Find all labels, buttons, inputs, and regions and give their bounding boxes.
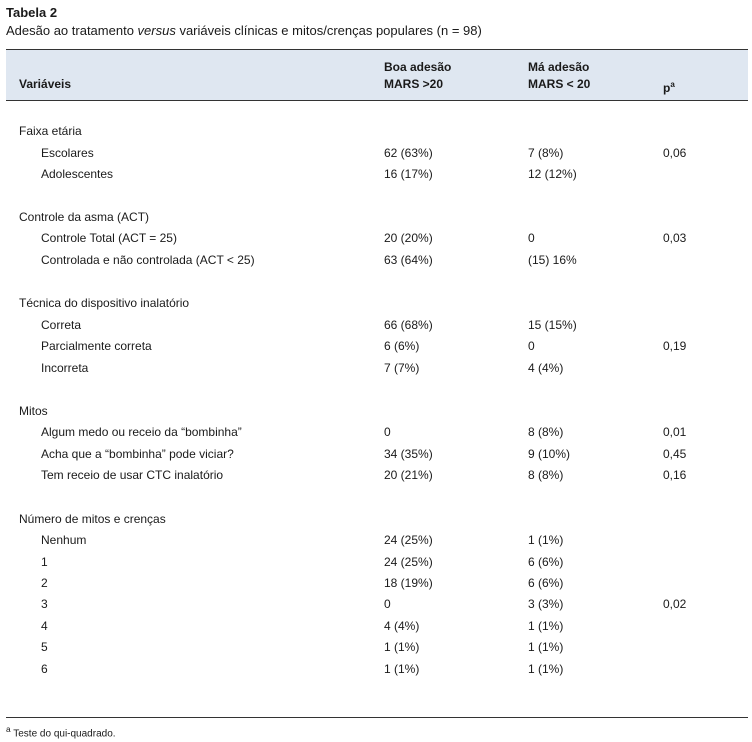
table-row bbox=[0, 165, 752, 183]
group-label: Número de mitos e crenças bbox=[19, 512, 166, 526]
table-row bbox=[0, 359, 752, 377]
cell-ma-adesao: 1 (1%) bbox=[528, 533, 564, 547]
cell-ma-adesao: 6 (6%) bbox=[528, 555, 564, 569]
table-row bbox=[0, 638, 752, 656]
cell-ma-adesao: 7 (8%) bbox=[528, 146, 564, 160]
group-row-numero-mitos bbox=[0, 510, 752, 528]
table-subtitle bbox=[6, 23, 482, 38]
table-row bbox=[0, 531, 752, 549]
header-boa-line2: MARS >20 bbox=[384, 77, 444, 91]
cell-ma-adesao: 1 (1%) bbox=[528, 640, 564, 654]
header-p-footnote-mark: a bbox=[670, 80, 675, 89]
table-row bbox=[0, 337, 752, 355]
row-label: 1 bbox=[41, 555, 48, 569]
group-row-mitos bbox=[0, 402, 752, 420]
header-p-value bbox=[663, 76, 675, 97]
cell-boa-adesao: 20 (20%) bbox=[384, 231, 433, 245]
cell-boa-adesao: 7 (7%) bbox=[384, 361, 420, 375]
group-label: Técnica do dispositivo inalatório bbox=[19, 296, 190, 310]
cell-boa-adesao: 24 (25%) bbox=[384, 555, 433, 569]
cell-p-value: 0,06 bbox=[663, 146, 687, 160]
row-label: 2 bbox=[41, 576, 48, 590]
row-label: 5 bbox=[41, 640, 48, 654]
row-label: Escolares bbox=[41, 146, 94, 160]
group-row-controle-asma bbox=[0, 208, 752, 226]
row-label: Correta bbox=[41, 318, 82, 332]
cell-p-value: 0,03 bbox=[663, 231, 687, 245]
table-row bbox=[0, 617, 752, 635]
header-boa-adesao bbox=[384, 59, 451, 93]
group-label: Faixa etária bbox=[19, 124, 82, 138]
table-title: Tabela 2 bbox=[6, 5, 58, 20]
header-boa-line1: Boa adesão bbox=[384, 60, 452, 74]
table-header bbox=[6, 50, 748, 101]
cell-ma-adesao: 8 (8%) bbox=[528, 425, 564, 439]
row-label: 4 bbox=[41, 619, 48, 633]
cell-boa-adesao: 0 bbox=[384, 597, 391, 611]
row-label: Incorreta bbox=[41, 361, 89, 375]
cell-boa-adesao: 0 bbox=[384, 425, 391, 439]
row-label: Acha que a “bombinha” pode viciar? bbox=[41, 447, 234, 461]
table-row bbox=[0, 466, 752, 484]
cell-boa-adesao: 1 (1%) bbox=[384, 662, 420, 676]
table-row bbox=[0, 251, 752, 269]
cell-ma-adesao: 1 (1%) bbox=[528, 619, 564, 633]
cell-boa-adesao: 16 (17%) bbox=[384, 167, 433, 181]
cell-boa-adesao: 63 (64%) bbox=[384, 253, 433, 267]
row-label: Tem receio de usar CTC inalatório bbox=[41, 468, 224, 482]
bottom-rule bbox=[6, 717, 748, 718]
group-row-faixa-etaria bbox=[0, 122, 752, 140]
table-row bbox=[0, 144, 752, 162]
table-row bbox=[0, 660, 752, 678]
cell-ma-adesao: 4 (4%) bbox=[528, 361, 564, 375]
subtitle-emphasis: versus bbox=[137, 23, 176, 38]
table-row bbox=[0, 553, 752, 571]
subtitle-text-end: variáveis clínicas e mitos/crenças populares (n = 98) bbox=[175, 23, 482, 38]
row-label: 3 bbox=[41, 597, 48, 611]
cell-p-value: 0,02 bbox=[663, 597, 687, 611]
cell-boa-adesao: 1 (1%) bbox=[384, 640, 420, 654]
cell-ma-adesao: 9 (10%) bbox=[528, 447, 571, 461]
cell-boa-adesao: 24 (25%) bbox=[384, 533, 433, 547]
cell-ma-adesao: 3 (3%) bbox=[528, 597, 564, 611]
subtitle-text-start: Adesão ao tratamento bbox=[6, 23, 138, 38]
table-row bbox=[0, 423, 752, 441]
cell-ma-adesao: 12 (12%) bbox=[528, 167, 577, 181]
footnote-mark: a bbox=[6, 724, 11, 734]
cell-ma-adesao: 1 (1%) bbox=[528, 662, 564, 676]
cell-p-value: 0,16 bbox=[663, 468, 687, 482]
cell-boa-adesao: 20 (21%) bbox=[384, 468, 433, 482]
table-row bbox=[0, 445, 752, 463]
table-row bbox=[0, 574, 752, 592]
row-label: Parcialmente correta bbox=[41, 339, 152, 353]
cell-ma-adesao: (15) 16% bbox=[528, 253, 577, 267]
row-label: Controle Total (ACT = 25) bbox=[41, 231, 177, 245]
header-p-label: p bbox=[663, 81, 671, 95]
cell-boa-adesao: 18 (19%) bbox=[384, 576, 433, 590]
row-label: 6 bbox=[41, 662, 48, 676]
row-label: Algum medo ou receio da “bombinha” bbox=[41, 425, 242, 439]
cell-boa-adesao: 62 (63%) bbox=[384, 146, 433, 160]
row-label: Nenhum bbox=[41, 533, 87, 547]
row-label: Controlada e não controlada (ACT < 25) bbox=[41, 253, 255, 267]
header-ma-line1: Má adesão bbox=[528, 60, 590, 74]
cell-ma-adesao: 0 bbox=[528, 339, 535, 353]
cell-p-value: 0,01 bbox=[663, 425, 687, 439]
cell-ma-adesao: 8 (8%) bbox=[528, 468, 564, 482]
table-row bbox=[0, 229, 752, 247]
cell-boa-adesao: 4 (4%) bbox=[384, 619, 420, 633]
cell-ma-adesao: 6 (6%) bbox=[528, 576, 564, 590]
cell-p-value: 0,45 bbox=[663, 447, 687, 461]
table-row bbox=[0, 316, 752, 334]
footnote-text: Teste do qui-quadrado. bbox=[10, 728, 116, 740]
group-row-tecnica-dispositivo bbox=[0, 294, 752, 312]
row-label: Adolescentes bbox=[41, 167, 114, 181]
header-variables: Variáveis bbox=[19, 77, 72, 91]
cell-ma-adesao: 15 (15%) bbox=[528, 318, 577, 332]
group-label: Mitos bbox=[19, 404, 48, 418]
cell-boa-adesao: 6 (6%) bbox=[384, 339, 420, 353]
group-label: Controle da asma (ACT) bbox=[19, 210, 150, 224]
cell-p-value: 0,19 bbox=[663, 339, 687, 353]
header-ma-line2: MARS < 20 bbox=[528, 77, 591, 91]
cell-boa-adesao: 66 (68%) bbox=[384, 318, 433, 332]
header-ma-adesao bbox=[528, 59, 590, 93]
table-row bbox=[0, 595, 752, 613]
cell-boa-adesao: 34 (35%) bbox=[384, 447, 433, 461]
cell-ma-adesao: 0 bbox=[528, 231, 535, 245]
table-footnote bbox=[6, 724, 116, 739]
